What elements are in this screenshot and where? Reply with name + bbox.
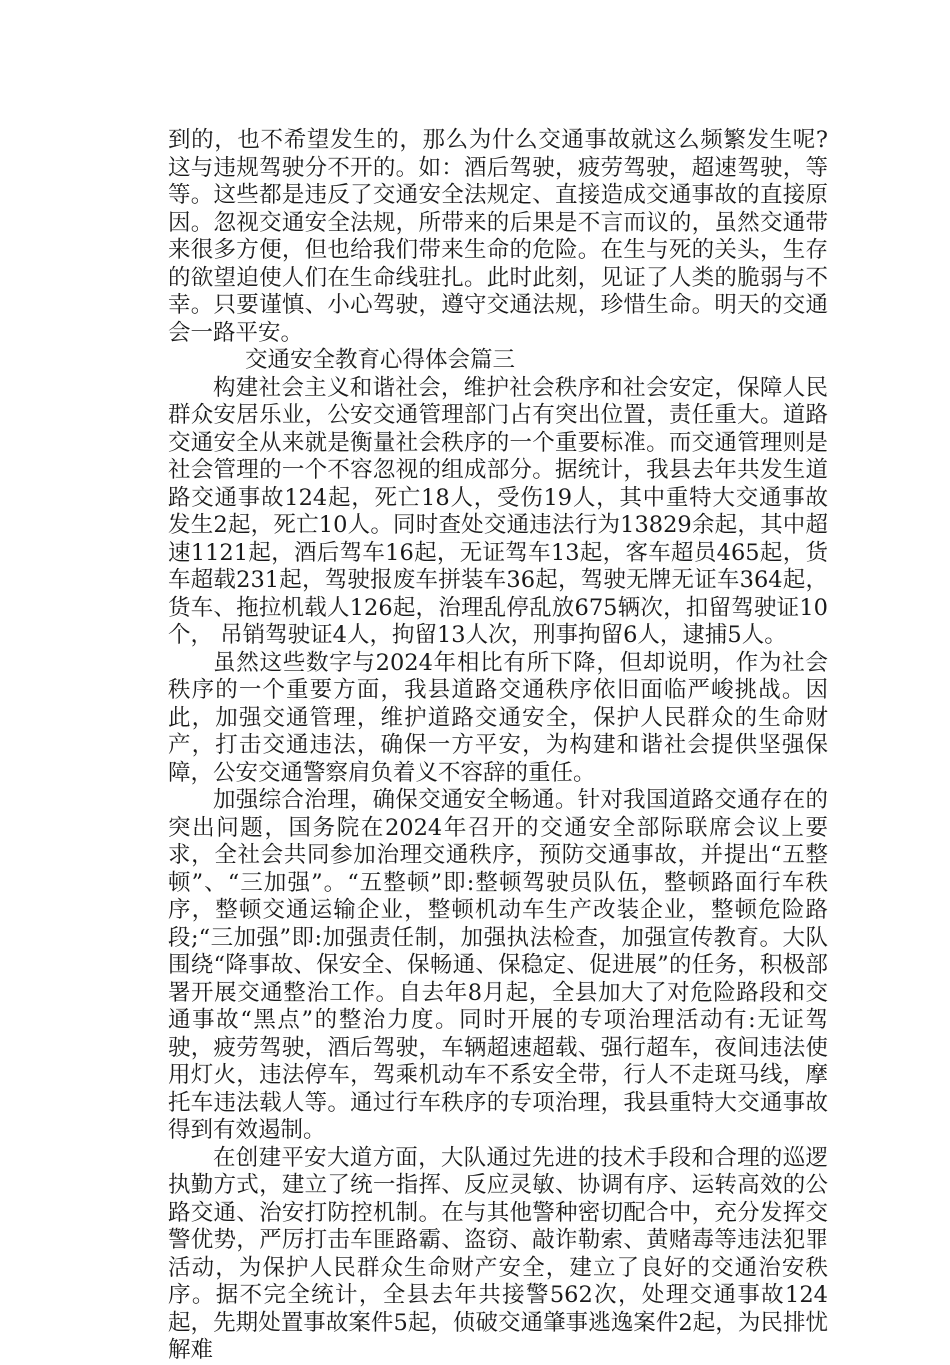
paragraph-challenge: 虽然这些数字与2024年相比有所下降，但却说明，作为社会秩序的一个重要方面，我县道路交通秩序依旧面临严峻挑战。因此，加强交通管理，维护道路交通安全，保护人民群众的生命财产，打击交通违法，确保一方平安，为构建和谐社会提供坚强保障，公安交通警察肩负着义不容辞的重任。	[168, 649, 828, 786]
paragraph-governance: 加强综合治理，确保交通安全畅通。针对我国道路交通存在的突出问题，国务院在2024年召开的交通安全部际联席会议上要求，全社会共同参加治理交通秩序，预防交通事故，并提出“五整顿”、“三加强”。“五整顿”即:整顿驾驶员队伍，整顿路面行车秩序，整顿交通运输企业，整顿机动车生产改装企业，整顿危险路段;“三加强”即:加强责任制，加强执法检查，加强宣传教育。大队围绕“降事故、保安全、保畅通、保稳定、促进展”的任务，积极部署开展交通整治工作。自去年8月起，全县加大了对危险路段和交通事故“黑点”的整治力度。同时开展的专项治理活动有:无证驾驶，疲劳驾驶，酒后驾驶，车辆超速超载、强行超车，夜间违法使用灯火，违法停车，驾乘机动车不系安全带，行人不走斑马线，摩托车违法载人等。通过行车秩序的专项治理，我县重特大交通事故得到有效遏制。	[168, 787, 828, 1143]
paragraph-statistics: 构建社会主义和谐社会，维护社会秩序和社会安定，保障人民群众安居乐业，公安交通管理部门占有突出位置，责任重大。道路交通安全从来就是衡量社会秩序的一个重要标准。而交通管理则是社会管理的一个不容忽视的组成部分。据统计，我县去年共发生道路交通事故124起，死亡18人，受伤19人，其中重特大交通事故发生2起，死亡10人。同时查处交通违法行为13829余起，其中超速1121起，酒后驾车16起，无证驾车13起，客车超员465起，货车超载231起，驾驶报废车拼装车36起，驾驶无牌无证车364起，货车、拖拉机载人126起，治理乱停乱放675辆次，扣留驾驶证10个， 吊销驾驶证4人，拘留13人次，刑事拘留6人，逮捕5人。	[168, 374, 828, 648]
paragraph-safe-road: 在创建平安大道方面，大队通过先进的技术手段和合理的巡逻执勤方式，建立了统一指挥、反应灵敏、协调有序、运转高效的公路交通、治安打防控机制。在与其他警种密切配合中，充分发挥交警优势，严厉打击车匪路霸、盗窃、敲诈勒索、黄赌毒等违法犯罪活动，为保护人民群众生命财产安全，建立了良好的交通治安秩序。据不完全统计，全县去年共接警562次，处理交通事故124起，先期处置事故案件5起，侦破交通肇事逃逸案件2起，为民排忧解难	[168, 1144, 828, 1363]
section-heading: 交通安全教育心得体会篇三	[245, 347, 516, 373]
document-body	[168, 127, 828, 1365]
paragraph-continuation: 到的，也不希望发生的，那么为什么交通事故就这么频繁发生呢?这与违规驾驶分不开的。如：酒后驾驶，疲劳驾驶，超速驾驶，等等。这些都是违反了交通安全法规定、直接造成交通事故的直接原因。忽视交通安全法规，所带来的后果是不言而议的，虽然交通带来很多方便，但也给我们带来生命的危险。在生与死的关头，生存的欲望迫使人们在生命线驻扎。此时此刻，见证了人类的脆弱与不幸。只要谨慎、小心驾驶，遵守交通法规，珍惜生命。明天的交通会一路平安。	[168, 127, 828, 346]
